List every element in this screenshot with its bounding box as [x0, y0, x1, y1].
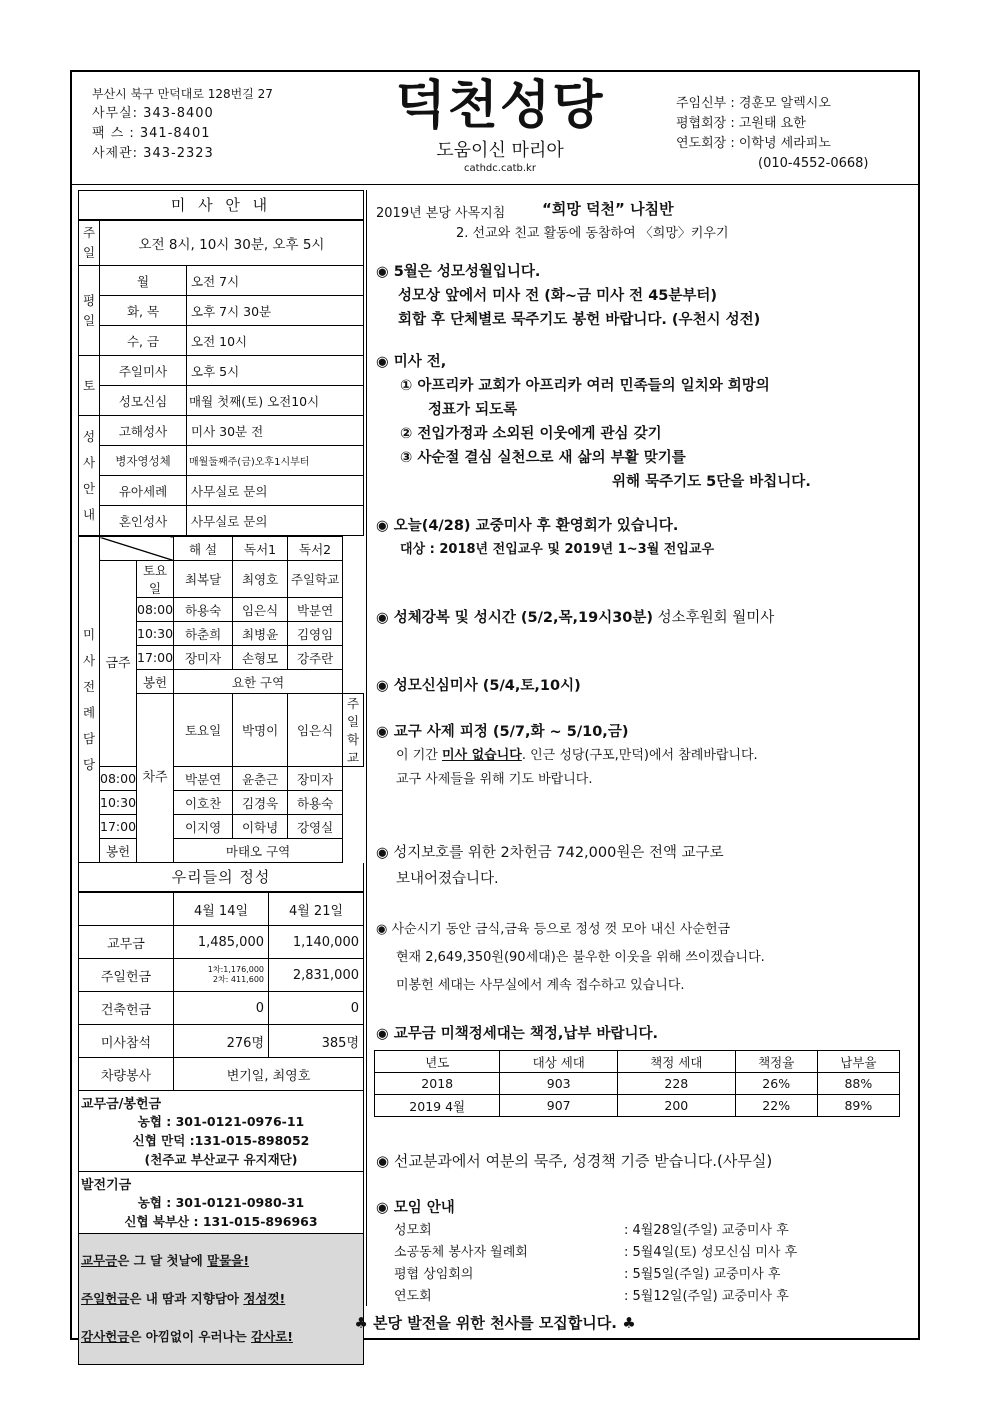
notice-adoration: ◉ 성체강복 및 성시간 (5/2,목,19시30분) 성소후원회 월미사 — [376, 610, 775, 626]
duty-cell: 최영호 — [233, 561, 288, 598]
mass-table — [78, 220, 364, 536]
column-divider — [366, 190, 367, 1306]
account-title: 교무금/봉헌금 — [81, 1097, 162, 1112]
notice-holy-land: ◉ 성지보호를 위한 2차헌금 742,000원은 전액 교구로 보내어졌습니다. — [376, 845, 724, 887]
tithe-cell: 26% — [735, 1073, 817, 1095]
patron: 도움이신 마리아 — [436, 140, 564, 161]
weekday-label: 평일 — [79, 266, 100, 356]
slogan: 감사헌금은 아낌없이 우러나는 감사로! — [81, 1329, 293, 1344]
slogan: 주일헌금은 내 땀과 지향담아 정성껏! — [81, 1291, 286, 1306]
saturday-name: 성모신심 — [100, 386, 187, 416]
account-block-2 — [78, 1172, 364, 1234]
duty-cell: 장미자 — [288, 767, 343, 791]
notice-meetings: ◉ 모임 안내 — [376, 1200, 455, 1216]
website[interactable]: cathdc.catb.kr — [464, 163, 536, 174]
duty-cell: 손형모 — [233, 646, 288, 670]
offering-label: 주일헌금 — [79, 959, 174, 992]
tithe-cell: 89% — [817, 1095, 899, 1117]
week1-label: 금주 — [100, 561, 137, 767]
offering-value: 276명 — [174, 1025, 269, 1058]
bulletin-frame — [70, 70, 920, 1344]
motto-label: 2019년 본당 사목지침 — [376, 206, 506, 221]
church-name: 덕천성당 — [395, 76, 605, 136]
saturday-name: 주일미사 — [100, 356, 187, 386]
weekday-day: 수, 금 — [100, 326, 187, 356]
duty-cell: 강주란 — [288, 646, 343, 670]
second-collection: 2차: 411,600 — [212, 975, 264, 984]
weekday-time: 오후 7시 30분 — [187, 296, 364, 326]
duty-cell: 이호찬 — [174, 791, 233, 815]
offering-col: 4월 14일 — [174, 893, 269, 926]
duty-corner — [100, 537, 174, 561]
duty-cell: 17:00 — [100, 815, 137, 839]
duty-cell: 17:00 — [137, 646, 174, 670]
offer-zone: 마태오 구역 — [174, 839, 343, 863]
first-collection: 1차:1,176,000 — [207, 965, 264, 974]
offering-value: 2,831,000 — [269, 959, 364, 992]
offering-value: 385명 — [269, 1025, 364, 1058]
motto-subtitle: 2. 선교와 친교 활동에 동참하여 〈희망〉키우기 — [456, 226, 729, 241]
tithe-header: 년도 — [375, 1051, 500, 1073]
notice-retreat: ◉ 교구 사제 피정 (5/7,화 ~ 5/10,금) 이 기간 미사 없습니다. 인근 성당(구포,만덕)에서 참례바랍니다. 교구 사제들을 위해 기도 바랍니다. — [376, 724, 758, 787]
tithe-table — [374, 1050, 900, 1117]
council-head: 평협회장 : 고원태 요한 — [676, 116, 806, 131]
account-line: 농협 : 301-0121-0980-31 — [137, 1195, 305, 1210]
meeting-name: 연도회 — [394, 1289, 432, 1304]
offering-value: 1,485,000 — [174, 926, 269, 959]
duty-cell: 최복달 — [174, 561, 233, 598]
weekday-day: 화, 목 — [100, 296, 187, 326]
driver-names: 변기일, 최영호 — [174, 1058, 364, 1091]
sacrament-time: 미사 30분 전 — [187, 416, 364, 446]
legion-head: 연도회장 : 이학녕 세라피노 — [676, 136, 831, 151]
offering-title: 우리들의 정성 — [78, 863, 364, 892]
account-line: (천주교 부산교구 유지재단) — [144, 1152, 298, 1167]
meeting-time: : 4월28일(주일) 교중미사 후 — [624, 1223, 789, 1238]
duty-header: 독서1 — [233, 537, 288, 561]
offer-zone: 요한 구역 — [174, 670, 343, 694]
duty-cell: 주일학교 — [343, 694, 364, 767]
sacrament-name: 유아세례 — [100, 476, 187, 506]
sacrament-label: 성사안내 — [79, 416, 100, 536]
meeting-time: : 5월12일(주일) 교중미사 후 — [624, 1289, 789, 1304]
notice-may: ◉ 5월은 성모성월입니다. 성모상 앞에서 미사 전 (화~금 미사 전 45분부터) 회합 후 단체별로 묵주기도 봉헌 바랍니다. (우천시 성전) — [376, 264, 761, 328]
duty-cell: 박분연 — [288, 598, 343, 622]
duty-cell: 08:00 — [137, 598, 174, 622]
sacrament-time: 매월둘째주(금)오후1시부터 — [187, 446, 364, 476]
pastor: 주임신부 : 경훈모 알렉시오 — [676, 96, 831, 111]
notice-lent: ◉ 사순시기 동안 금식,금육 등으로 정성 껏 모아 내신 사순헌금 현재 2,649,350원(90세대)은 불우한 이웃을 위해 쓰이겠습니다. 미봉헌 세대는 사무실에서 계속 접수하고 있습니다. — [376, 922, 765, 993]
duty-cell: 10:30 — [100, 791, 137, 815]
duty-cell: 토요일 — [174, 694, 233, 767]
weekday-day: 월 — [100, 266, 187, 296]
duty-cell: 하용숙 — [288, 791, 343, 815]
weekday-time: 오전 7시 — [187, 266, 364, 296]
tithe-cell: 228 — [618, 1073, 736, 1095]
offering-label: 건축헌금 — [79, 992, 174, 1025]
notice-marian-mass: ◉ 성모신심미사 (5/4,토,10시) — [376, 678, 581, 694]
address: 부산시 북구 만덕대로 128번길 27 — [92, 87, 273, 101]
offering-label: 교무금 — [79, 926, 174, 959]
tithe-cell: 2019 4월 — [375, 1095, 500, 1117]
duty-cell: 이학녕 — [233, 815, 288, 839]
notice-donation: ◉ 선교분과에서 여분의 묵주, 성경책 기증 받습니다.(사무실) — [376, 1152, 773, 1170]
duty-cell: 임은식 — [288, 694, 343, 767]
tithe-cell: 907 — [500, 1095, 618, 1117]
tithe-cell: 200 — [618, 1095, 736, 1117]
meeting-name: 소공동체 봉사자 월례회 — [394, 1245, 528, 1260]
offering-value — [174, 959, 269, 992]
account-line: 신협 북부산 : 131-015-896963 — [124, 1214, 318, 1229]
meeting-times — [624, 1220, 797, 1308]
offering-value: 1,140,000 — [269, 926, 364, 959]
week2-label: 차주 — [137, 694, 174, 863]
sunday-times: 오전 8시, 10시 30분, 오후 5시 — [100, 221, 364, 266]
meeting-time: : 5월4일(토) 성모신심 미사 후 — [624, 1245, 798, 1260]
office-phone: 사무실: 343-8400 — [92, 106, 214, 121]
duty-table — [78, 536, 364, 863]
offering-value: 0 — [269, 992, 364, 1025]
saturday-time: 오후 5시 — [187, 356, 364, 386]
tithe-header: 대상 세대 — [500, 1051, 618, 1073]
duty-cell: 박명이 — [233, 694, 288, 767]
sacrament-time: 사무실로 문의 — [187, 476, 364, 506]
duty-cell: 김영임 — [288, 622, 343, 646]
mass-title: 미 사 안 내 — [78, 190, 364, 220]
driver-label: 차량봉사 — [79, 1058, 174, 1091]
motto-title: “희망 덕천” 나침반 — [542, 200, 674, 218]
rectory-phone: 사제관: 343-2323 — [92, 146, 214, 161]
duty-cell: 주일학교 — [288, 561, 343, 598]
left-column — [78, 190, 364, 1365]
weekday-time: 오전 10시 — [187, 326, 364, 356]
staff-block — [676, 94, 869, 174]
slogan: 교무금은 그 달 첫날에 맡물을! — [81, 1253, 250, 1268]
account-line: 신협 만덕 :131-015-898052 — [132, 1133, 310, 1148]
account-title: 발전기금 — [81, 1178, 132, 1193]
offering-label: 미사참석 — [79, 1025, 174, 1058]
meeting-name: 성모회 — [394, 1223, 432, 1238]
duty-cell: 강영실 — [288, 815, 343, 839]
offering-corner — [79, 893, 174, 926]
saturday-time: 매월 첫째(토) 오전10시 — [187, 386, 364, 416]
tithe-cell: 88% — [817, 1073, 899, 1095]
duty-cell: 임은식 — [233, 598, 288, 622]
duty-cell: 10:30 — [137, 622, 174, 646]
duty-cell: 하춘희 — [174, 622, 233, 646]
meeting-time: : 5월5일(주일) 교중미사 후 — [624, 1267, 781, 1282]
account-line: 농협 : 301-0121-0976-11 — [137, 1114, 305, 1129]
tithe-cell: 22% — [735, 1095, 817, 1117]
offering-value: 0 — [174, 992, 269, 1025]
offering-table — [78, 892, 364, 1091]
saturday-label: 토 — [79, 356, 100, 416]
tithe-header: 납부율 — [817, 1051, 899, 1073]
duty-cell: 장미자 — [174, 646, 233, 670]
offering-col: 4월 21일 — [269, 893, 364, 926]
tithe-cell: 903 — [500, 1073, 618, 1095]
tithe-header: 책정율 — [735, 1051, 817, 1073]
sacrament-name: 병자영성체 — [100, 446, 187, 476]
legion-phone: (010-4552-0668) — [758, 156, 869, 171]
sunday-label: 주일 — [79, 221, 100, 266]
notice-prayer: ◉ 미사 전, ① 아프리카 교회가 아프리카 여러 민족들의 일치와 희망의 정표가 되도록 ② 전입가정과 소외된 이웃에게 관심 갖기 ③ 사순절 결심 실천으로 새 삶의 부활 맞기를 위해 묵주기도 5단을 바칩니다. — [376, 354, 811, 490]
meeting-name: 평협 상임회의 — [394, 1267, 474, 1282]
meeting-names — [394, 1220, 528, 1308]
duty-cell: 이지영 — [174, 815, 233, 839]
fax: 팩 스 : 341-8401 — [92, 126, 211, 141]
tithe-cell: 2018 — [375, 1073, 500, 1095]
slogan-box — [78, 1234, 364, 1365]
duty-cell: 토요일 — [137, 561, 174, 598]
duty-header: 독서2 — [288, 537, 343, 561]
notice-welcome: ◉ 오늘(4/28) 교중미사 후 환영회가 있습니다. 대상 : 2018년 전입교우 및 2019년 1~3월 전입교우 — [376, 518, 715, 557]
contact-block — [92, 84, 273, 164]
account-block-1 — [78, 1091, 364, 1172]
duty-cell: 김경욱 — [233, 791, 288, 815]
footer-notice: ♣ 본당 발전을 위한 천사를 모집합니다. ♣ — [354, 1314, 636, 1332]
header — [72, 72, 918, 185]
duty-label: 미사전례담당 — [79, 537, 100, 863]
sacrament-time: 사무실로 문의 — [187, 506, 364, 536]
duty-cell: 윤춘근 — [233, 767, 288, 791]
sacrament-name: 혼인성사 — [100, 506, 187, 536]
offer-label: 봉헌 — [137, 670, 174, 694]
duty-cell: 하용숙 — [174, 598, 233, 622]
masthead — [390, 72, 610, 176]
sacrament-name: 고해성사 — [100, 416, 187, 446]
notice-tithe: ◉ 교무금 미책정세대는 책정,납부 바랍니다. — [376, 1026, 658, 1042]
duty-cell: 박분연 — [174, 767, 233, 791]
duty-cell: 최병윤 — [233, 622, 288, 646]
duty-cell: 08:00 — [100, 767, 137, 791]
tithe-header: 책정 세대 — [618, 1051, 736, 1073]
duty-header: 해 설 — [174, 537, 233, 561]
offer-label: 봉헌 — [100, 839, 137, 863]
